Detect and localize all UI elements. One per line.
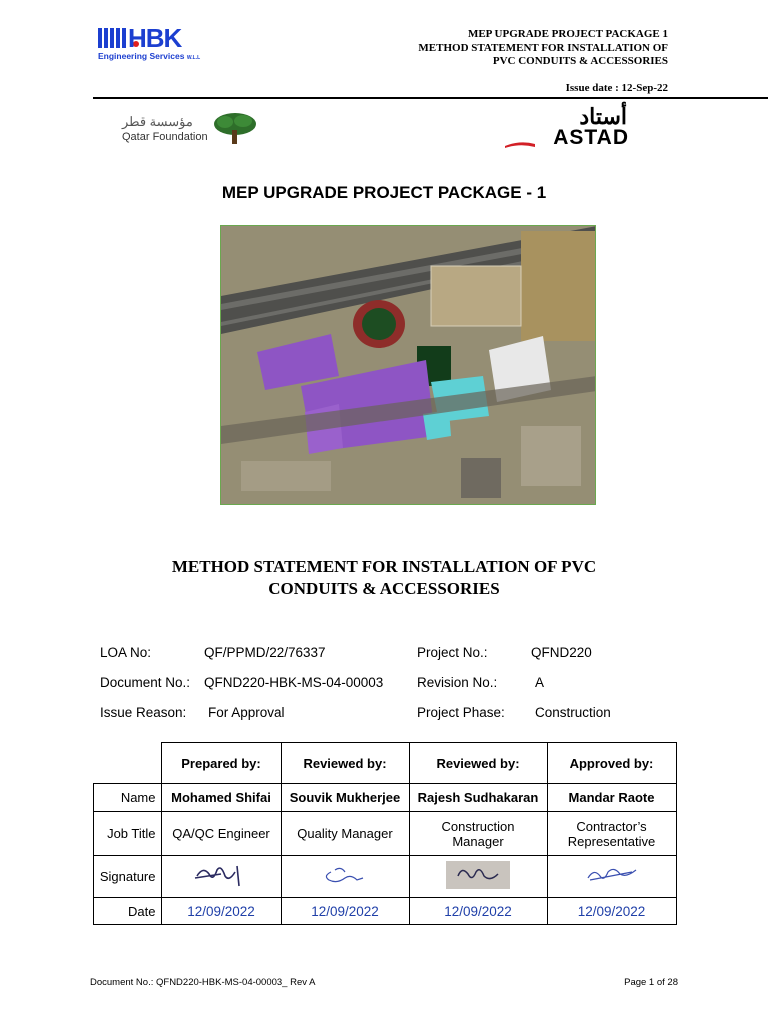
header-reviewed-by-1: Reviewed by: [281, 743, 409, 784]
qatar-foundation-logo [120, 112, 260, 148]
name-reviewed-1: Souvik Mukherjee [281, 784, 409, 812]
astad-red-swoosh [505, 140, 535, 148]
job-title-reviewed-2-line-1: Construction [441, 818, 515, 834]
footer-page-number: Page 1 of 28 [624, 977, 678, 988]
loa-label: LOA No: [100, 645, 152, 660]
signature-mark-2 [315, 860, 375, 890]
signature-mark-4 [580, 860, 644, 890]
qf-arabic-name: مؤسسة قطر [122, 114, 193, 129]
name-reviewed-2: Rajesh Sudhakaran [409, 784, 547, 812]
signoff-signature-row [94, 856, 677, 898]
issue-reason-value: For Approval [208, 705, 285, 720]
header-line-1: MEP UPGRADE PROJECT PACKAGE 1 [467, 28, 668, 40]
header-title-block [418, 28, 668, 69]
hbk-logo [98, 23, 238, 66]
date-reviewed-1: 12/09/2022 [281, 898, 409, 925]
job-title-reviewed-1 [281, 812, 409, 856]
qf-name: Qatar Foundation [122, 131, 208, 143]
signature-approved [547, 856, 676, 898]
method-title-line-1: METHOD STATEMENT FOR INSTALLATION OF PVC [171, 557, 597, 576]
header-prepared-by: Prepared by: [161, 743, 281, 784]
signature-mark-3 [446, 860, 510, 890]
row-label-job-title: Job Title [94, 812, 162, 856]
job-title-prepared [161, 812, 281, 856]
document-no-value: QFND220-HBK-MS-04-00003 [204, 675, 384, 690]
date-reviewed-2: 12/09/2022 [409, 898, 547, 925]
astad-arabic: أستاد [579, 104, 627, 129]
date-prepared: 12/09/2022 [161, 898, 281, 925]
document-no-label: Document No.: [100, 675, 191, 690]
job-title-reviewed-1-text: Quality Manager [297, 826, 393, 841]
signoff-header-row [94, 743, 677, 784]
signoff-date-row [94, 898, 677, 925]
signature-reviewed-2 [409, 856, 547, 898]
astad-wordmark: ASTAD [553, 126, 629, 149]
method-title-line-2: CONDUITS & ACCESSORIES [268, 579, 500, 598]
signoff-job-title-row [94, 812, 677, 856]
project-no-value: QFND220 [531, 645, 592, 660]
aerial-map-image [221, 226, 596, 505]
row-label-date: Date [94, 898, 162, 925]
revision-no-value: A [535, 675, 545, 690]
revision-no-label: Revision No.: [417, 675, 498, 690]
signoff-table [93, 742, 677, 925]
job-title-approved-line-2: Representative [567, 833, 656, 849]
header-divider [93, 97, 768, 99]
hbk-suffix: W.L.L [186, 55, 201, 61]
row-label-name: Name [94, 784, 162, 812]
issue-date: Issue date : 12-Sep-22 [565, 82, 668, 94]
header-reviewed-by-2: Reviewed by: [409, 743, 547, 784]
header-line-3: PVC CONDUITS & ACCESSORIES [492, 55, 668, 67]
hbk-wordmark: HBK [128, 23, 182, 53]
job-title-reviewed-2-line-2: Manager [452, 833, 504, 849]
cover-title: MEP UPGRADE PROJECT PACKAGE - 1 [221, 183, 547, 202]
job-title-prepared-text: QA/QC Engineer [172, 826, 270, 841]
job-title-reviewed-2 [409, 812, 547, 856]
date-approved: 12/09/2022 [547, 898, 676, 925]
issue-reason-label: Issue Reason: [100, 705, 187, 720]
loa-value: QF/PPMD/22/76337 [204, 645, 326, 660]
hbk-subtitle-text: Engineering Services [98, 51, 185, 61]
site-aerial-photo [220, 225, 596, 505]
astad-logo [505, 104, 629, 150]
signature-prepared [161, 856, 281, 898]
hbk-subtitle [98, 51, 200, 61]
name-approved: Mandar Raote [547, 784, 676, 812]
corner-cell [94, 743, 162, 784]
footer-document-ref: Document No.: QFND220-HBK-MS-04-00003_ Rev A [90, 977, 316, 988]
signature-reviewed-1 [281, 856, 409, 898]
method-statement-title [0, 556, 768, 600]
project-phase-label: Project Phase: [417, 705, 505, 720]
job-title-approved-line-1: Contractor’s [576, 818, 647, 834]
qf-tree-icon [213, 112, 257, 146]
project-no-label: Project No.: [417, 645, 488, 660]
project-phase-value: Construction [535, 705, 611, 720]
name-prepared: Mohamed Shifai [161, 784, 281, 812]
header-line-2: METHOD STATEMENT FOR INSTALLATION OF [418, 41, 668, 54]
row-label-signature: Signature [94, 856, 162, 898]
signature-mark-1 [191, 860, 251, 890]
signoff-name-row [94, 784, 677, 812]
job-title-approved [547, 812, 676, 856]
header-approved-by: Approved by: [547, 743, 676, 784]
